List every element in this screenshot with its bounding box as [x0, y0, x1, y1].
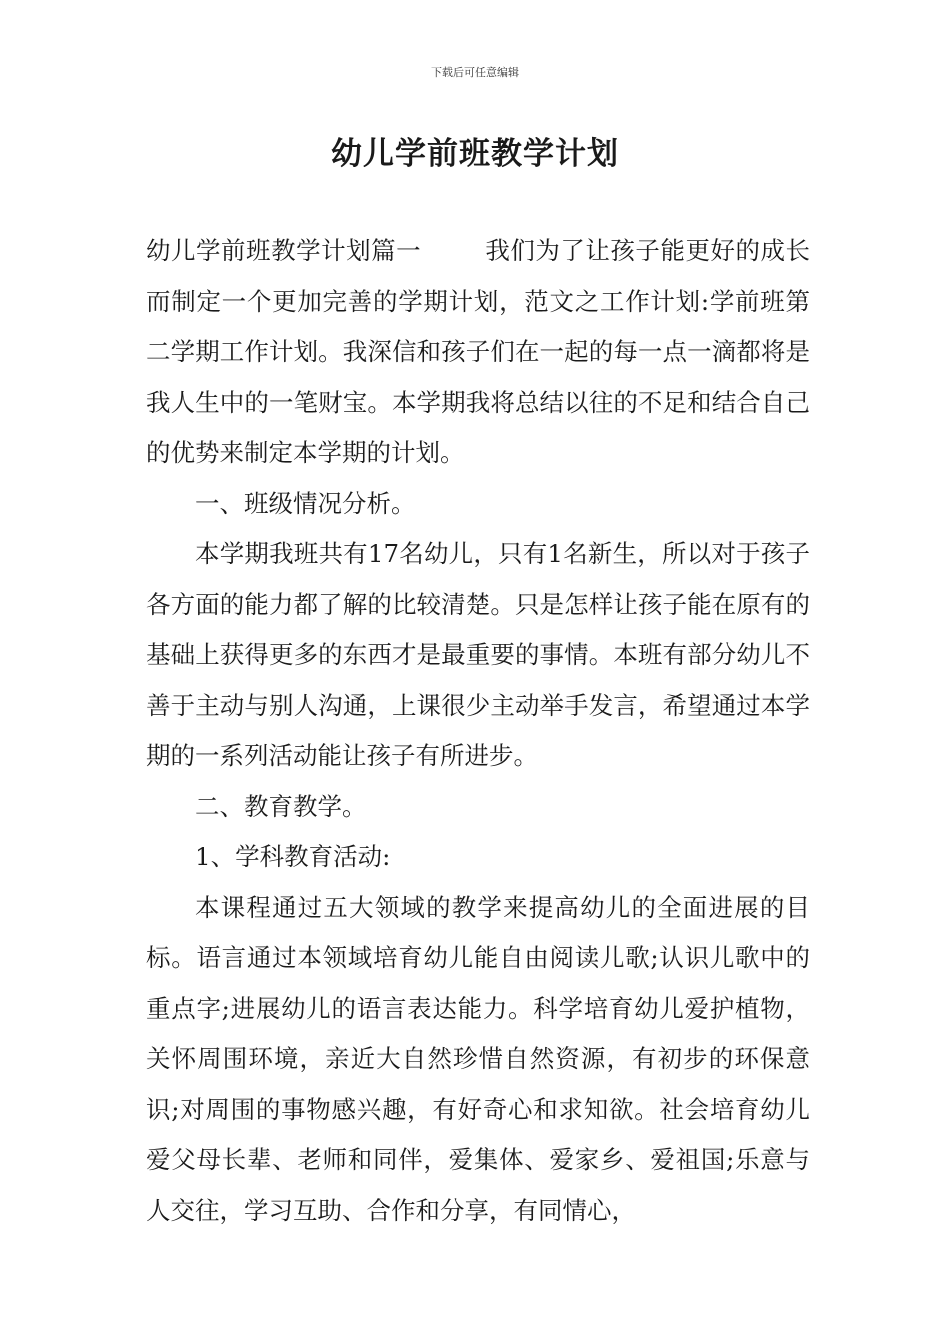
paragraph-class-analysis: 本学期我班共有17名幼儿，只有1名新生，所以对于孩子各方面的能力都了解的比较清楚。只是怎样让孩子能在原有的基础上获得更多的东西才是最重要的事情。本班有部分幼儿不善于主动与别人沟通，上课很少主动举手发言，希望通过本学期的一系列活动能让孩子有所进步。	[146, 539, 810, 770]
section-heading-teaching: 二、教育教学。	[195, 791, 367, 821]
paragraph-subject-activities: 本课程通过五大领域的教学来提高幼儿的全面进展的目标。语言通过本领域培育幼儿能自由阅读儿歌;认识儿歌中的重点字;进展幼儿的语言表达能力。科学培育幼儿爱护植物，关怀周围环境，亲近大自然珍惜自然资源，有初步的环保意识;对周围的事物感兴趣，有好奇心和求知欲。社会培育幼儿爱父母长辈、老师和同伴，爱集体、爱家乡、爱祖国;乐意与人交往，学习互助、合作和分享，有同情心，	[146, 892, 810, 1225]
intro-text: 我们为了让孩子能更好的成长而制定一个更加完善的学期计划，范文之工作计划:学前班第二学期工作计划。我深信和孩子们在一起的每一点一滴都将是我人生中的一笔财宝。本学期我将总结以往的不足和结合自己的优势来制定本学期的计划。	[146, 236, 811, 467]
header-note: 下载后可任意编辑	[431, 66, 519, 79]
intro-heading: 幼儿学前班教学计划篇一	[146, 236, 422, 265]
document-body	[146, 226, 810, 1236]
intro-paragraph	[146, 226, 810, 479]
document-title: 幼儿学前班教学计划	[331, 136, 619, 172]
section-heading-class-analysis: 一、班级情况分析。	[195, 488, 416, 518]
subsection-heading-subject-activities: 1、学科教育活动:	[195, 842, 391, 871]
